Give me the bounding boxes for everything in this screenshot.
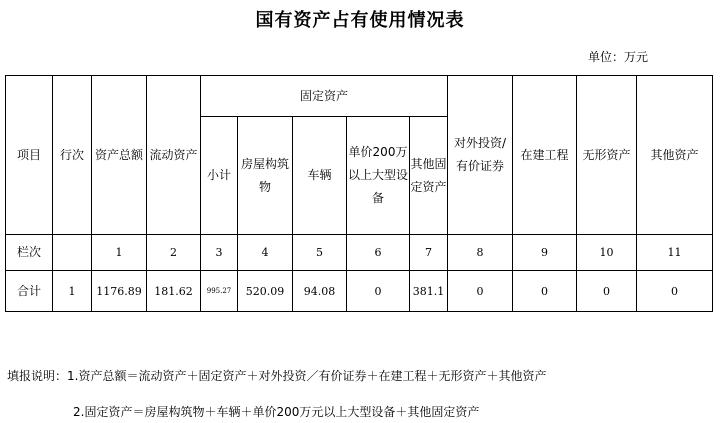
row-no-cell [53,235,92,271]
page-title: 国有资产占有使用情况表 [255,10,465,31]
table-cell: 0 [577,271,637,312]
table-cell: 94.08 [293,271,347,312]
table-cell: 2 [147,235,201,271]
header-project: 项目 [6,76,53,235]
header-construction: 在建工程 [513,76,577,235]
row-label: 栏次 [6,235,53,271]
row-label: 合计 [6,271,53,312]
header-fixed-assets: 固定资产 [201,76,448,117]
header-buildings: 房屋构筑物 [238,117,293,235]
table-cell: 4 [238,235,293,271]
filling-notes [7,368,547,419]
table-cell: 181.62 [147,271,201,312]
header-other-fixed: 其他固定资产 [410,117,448,235]
table-cell: 1176.89 [92,271,147,312]
header-large-equipment: 单价200万以上大型设备 [347,117,410,235]
table-cell: 3 [201,235,238,271]
header-vehicles: 车辆 [293,117,347,235]
table-cell: 7 [410,235,448,271]
table-row [6,235,713,271]
table-cell: 0 [513,271,577,312]
header-current-assets: 流动资产 [147,76,201,235]
header-intangible: 无形资产 [577,76,637,235]
table-cell: 520.09 [238,271,293,312]
table-cell: 0 [347,271,410,312]
header-subtotal: 小计 [201,117,238,235]
table-row [6,271,713,312]
table-cell: 0 [637,271,713,312]
table-cell: 381.1 [410,271,448,312]
table-cell: 10 [577,235,637,271]
asset-table [5,75,713,312]
table-cell: 5 [293,235,347,271]
table-cell: 995.27 [201,271,238,312]
table-cell: 1 [92,235,147,271]
table-cell: 0 [448,271,513,312]
header-investments: 对外投资/有价证券 [448,76,513,235]
note-2: 2.固定资产＝房屋构筑物＋车辆＋单价200万元以上大型设备＋其他固定资产 [73,405,480,419]
table-cell: 9 [513,235,577,271]
note-1: 填报说明：1.资产总额＝流动资产＋固定资产＋对外投资／有价证券＋在建工程＋无形资产＋其他资产 [7,369,547,383]
header-total-assets: 资产总额 [92,76,147,235]
row-no-cell: 1 [53,271,92,312]
header-row-no: 行次 [53,76,92,235]
table-cell: 11 [637,235,713,271]
header-other-assets: 其他资产 [637,76,713,235]
table-cell: 8 [448,235,513,271]
unit-label: 单位：万元 [588,50,649,64]
table-cell: 6 [347,235,410,271]
